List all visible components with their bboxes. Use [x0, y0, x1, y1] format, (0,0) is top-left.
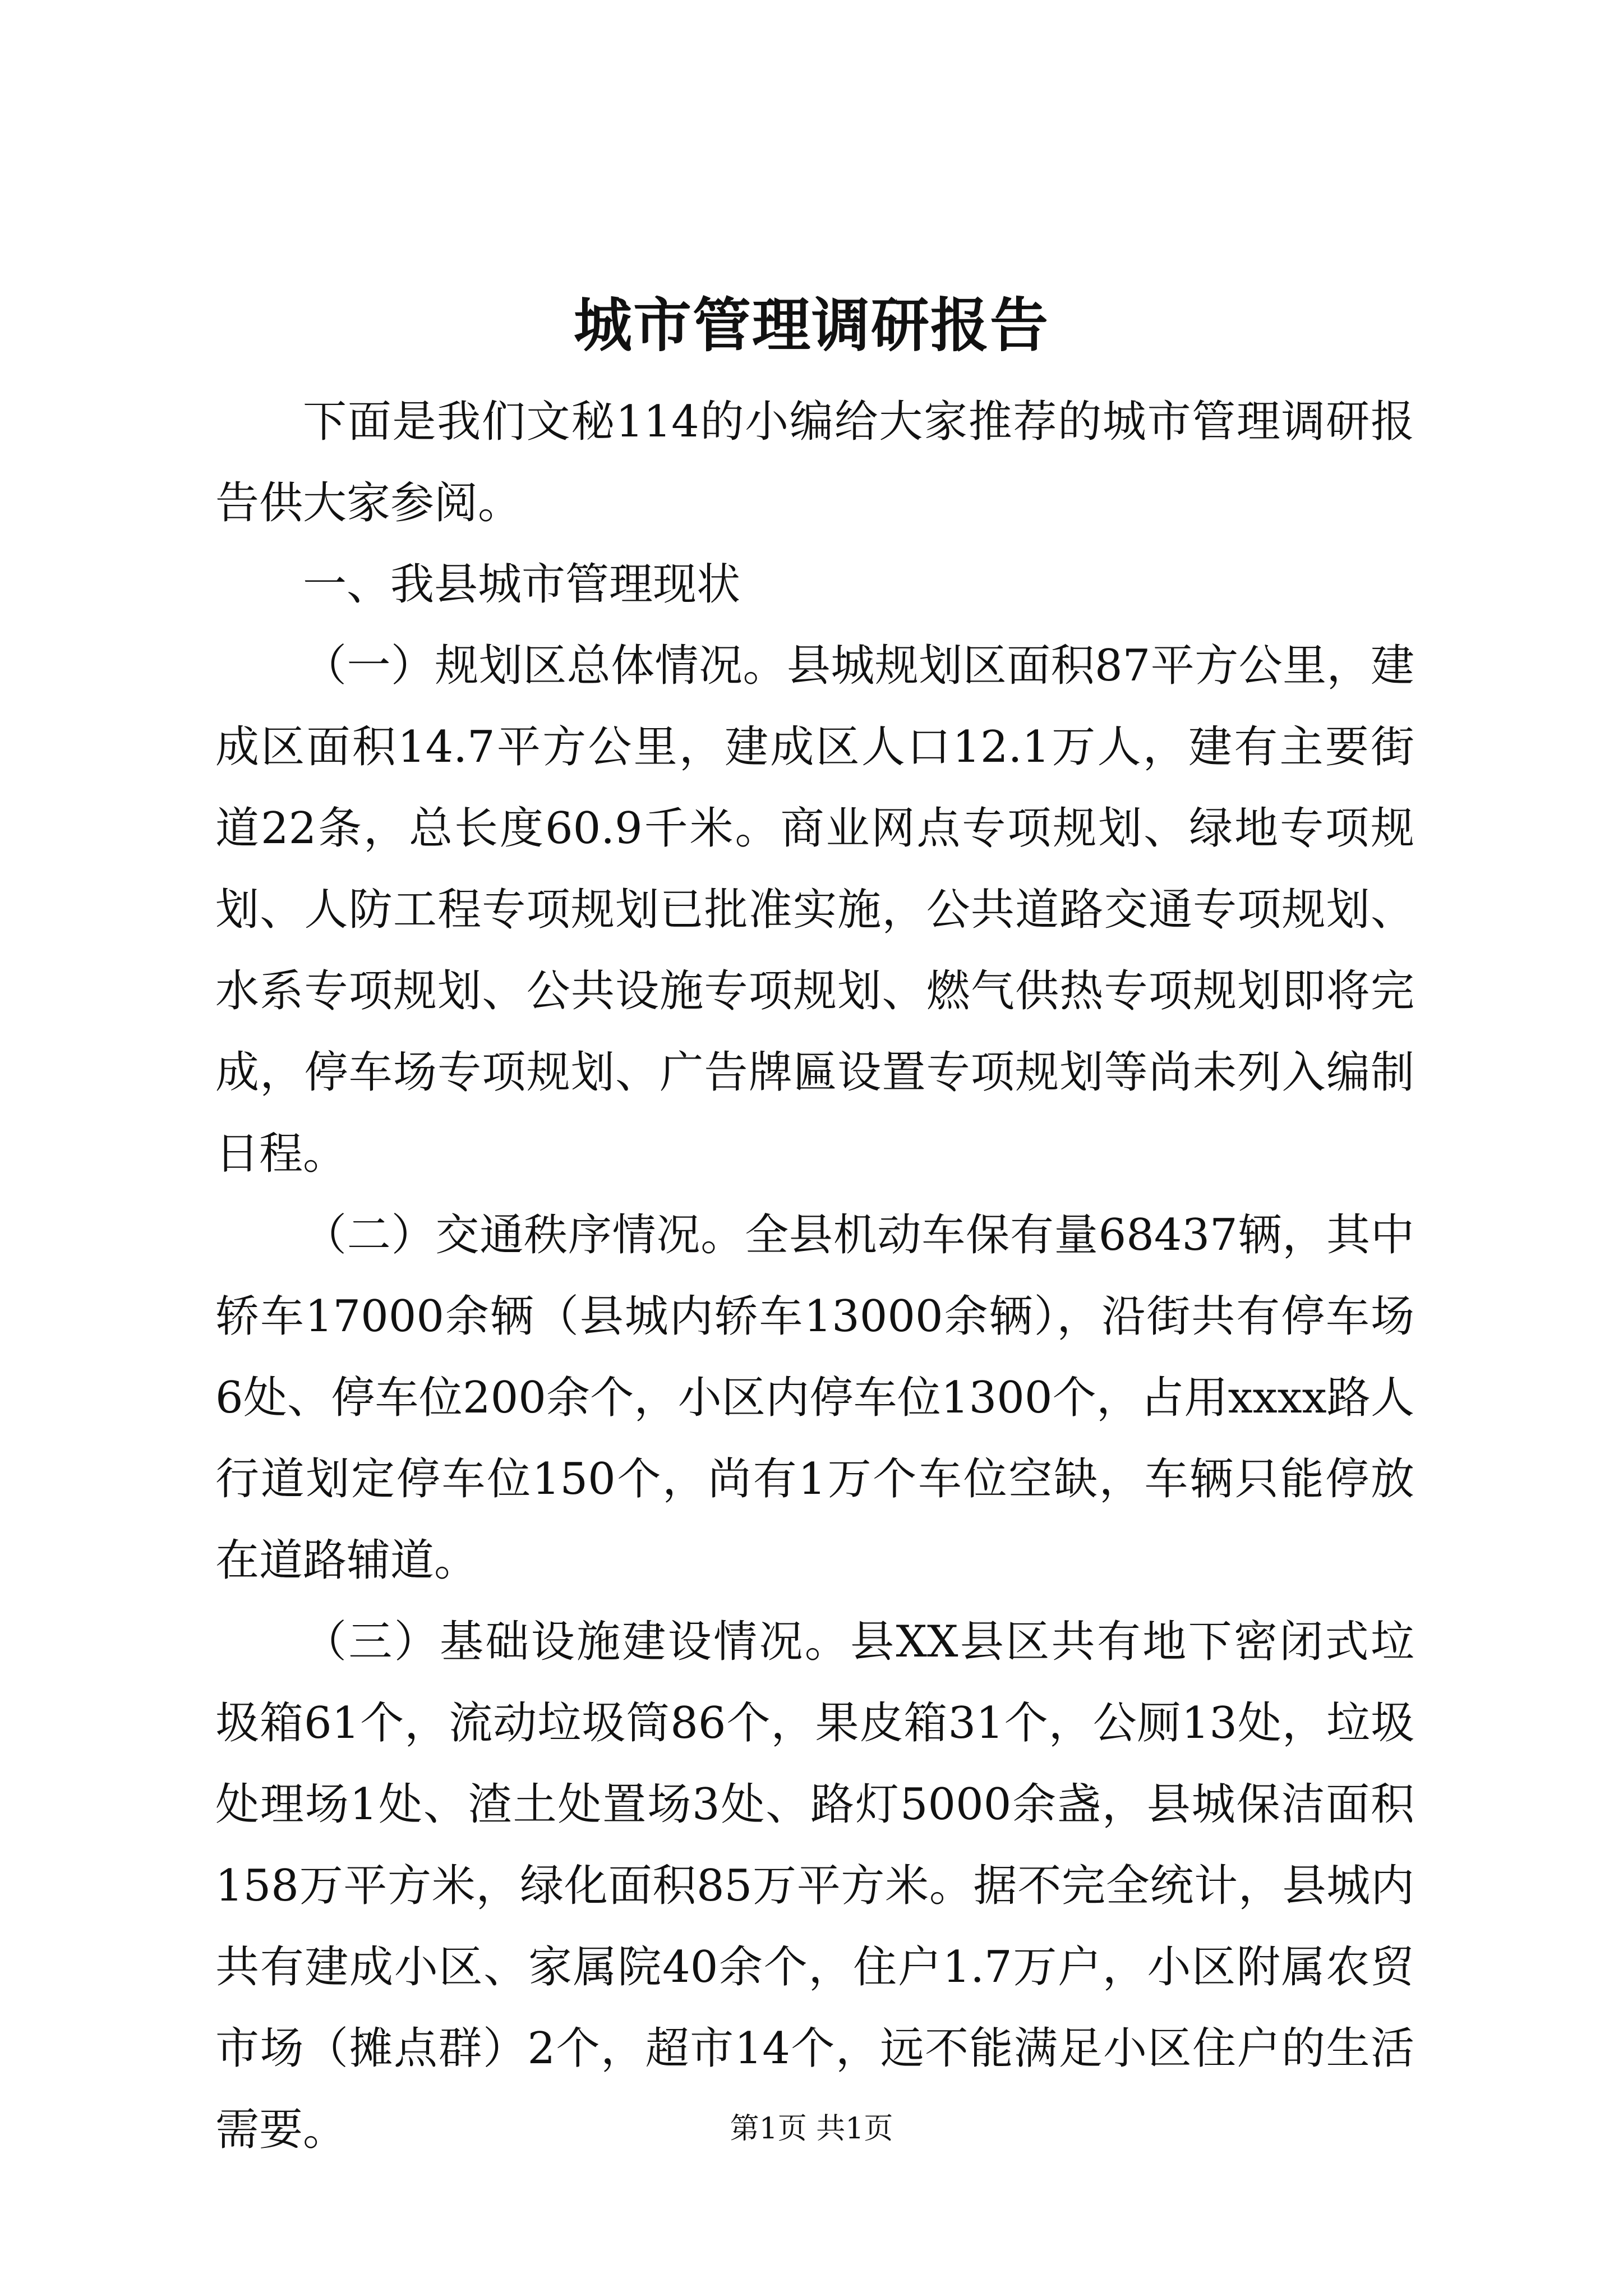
- document-body: [215, 381, 1414, 2171]
- document-title: 城市管理调研报告: [573, 291, 1049, 360]
- page-footer: 第1页 共1页: [730, 2112, 893, 2146]
- intro-paragraph: 下面是我们文秘114的小编给大家推荐的城市管理调研报告供大家参阅。: [215, 397, 1414, 528]
- paragraph-infrastructure: （三）基础设施建设情况。县XX县区共有地下密闭式垃圾箱61个，流动垃圾筒86个，果皮箱31个，公厕13处，垃圾处理场1处、渣土处置场3处、路灯5000余盏，县城保洁面积158万平方米，绿化面积85万平方米。据不完全统计，县城内共有建成小区、家属院40余个，住户1.7万户，小区附属农贸市场（摊点群）2个，超市14个，远不能满足小区住户的生活需要。: [215, 1617, 1414, 2155]
- paragraph-planning: （一）规划区总体情况。县城规划区面积87平方公里，建成区面积14.7平方公里，建成区人口12.1万人，建有主要街道22条，总长度60.9千米。商业网点专项规划、绿地专项规划、人防工程专项规划已批准实施，公共道路交通专项规划、水系专项规划、公共设施专项规划、燃气供热专项规划即将完成，停车场专项规划、广告牌匾设置专项规划等尚未列入编制日程。: [215, 641, 1414, 1179]
- section-heading: 一、我县城市管理现状: [303, 559, 741, 610]
- paragraph-traffic: （二）交通秩序情况。全县机动车保有量68437辆，其中轿车17000余辆（县城内轿车13000余辆），沿街共有停车场6处、停车位200余个，小区内停车位1300个，占用xxxx路人行道划定停车位150个，尚有1万个车位空缺，车辆只能停放在道路辅道。: [215, 1210, 1414, 1586]
